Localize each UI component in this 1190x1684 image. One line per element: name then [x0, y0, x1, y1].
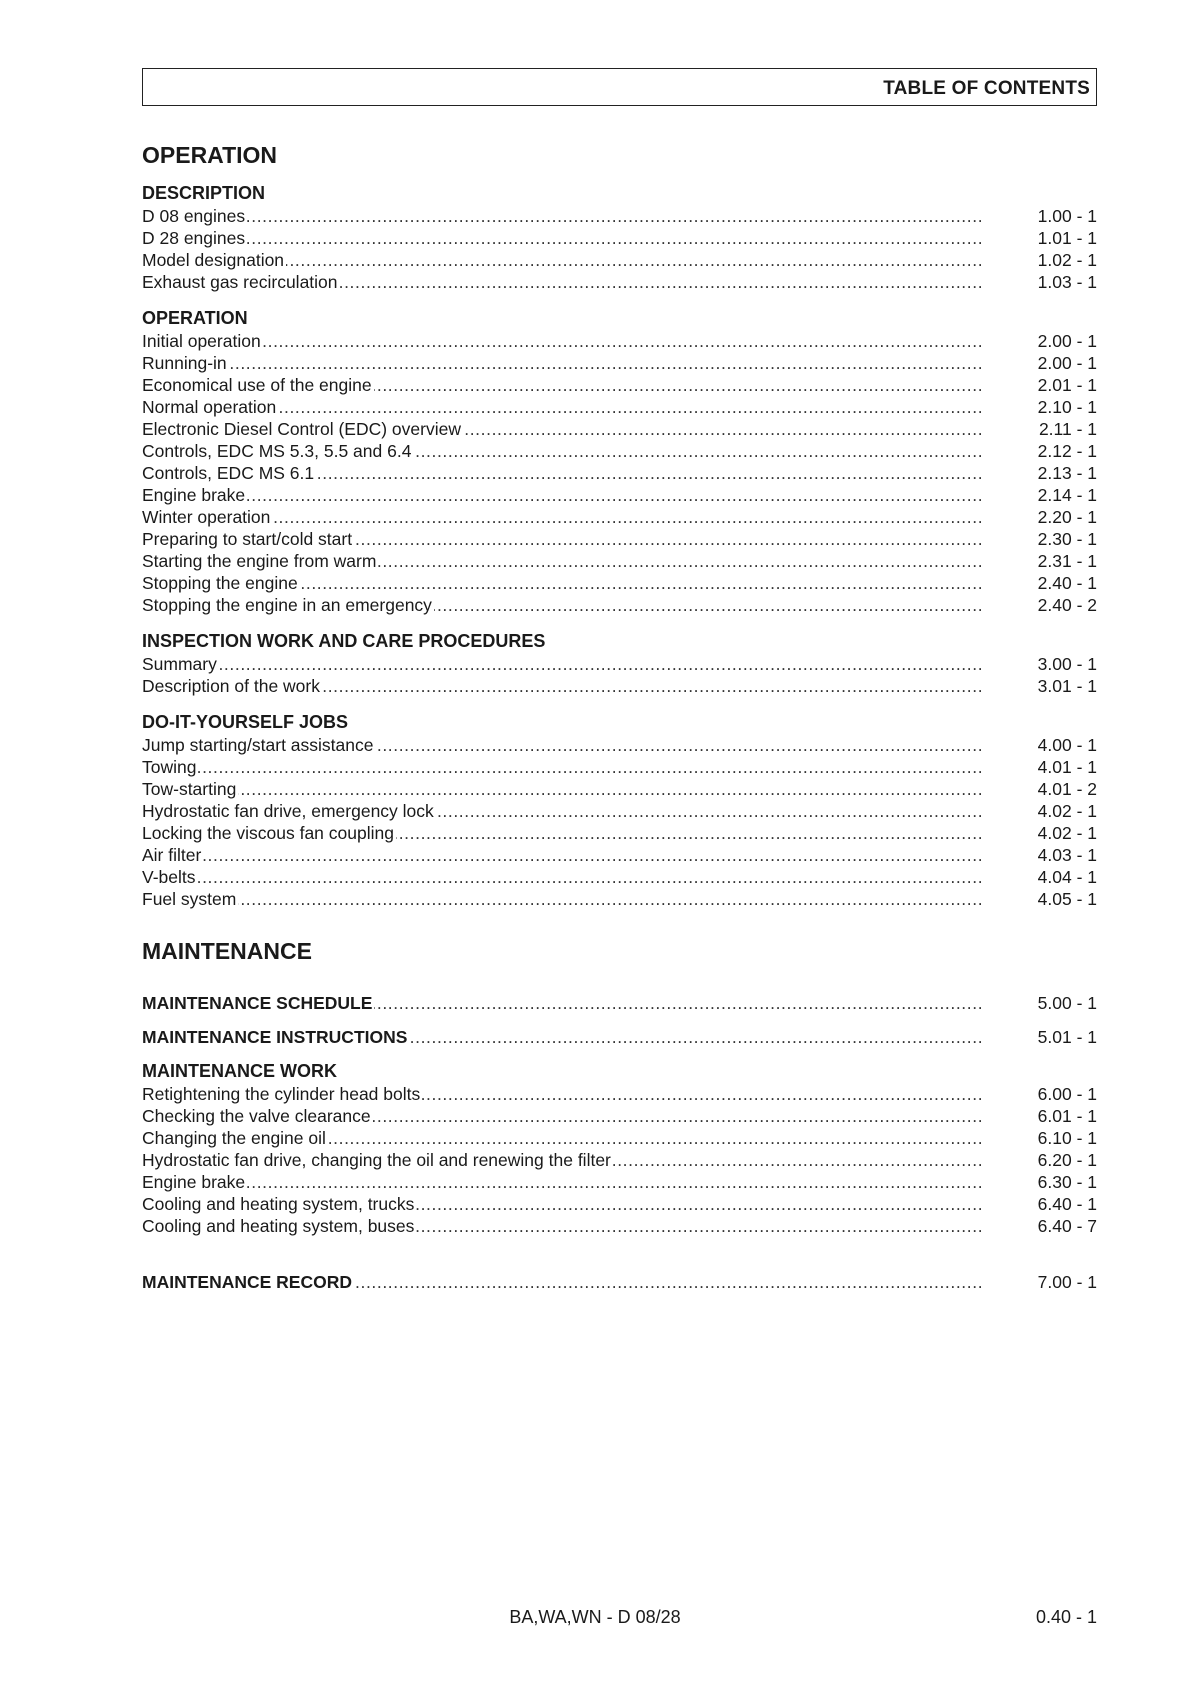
entry-label: Jump starting/start assistance	[142, 735, 374, 755]
entry-label: Controls, EDC MS 6.1	[142, 463, 315, 483]
toc-entry[interactable]	[142, 352, 1097, 374]
entry-page: 6.40 - 1	[1037, 1194, 1097, 1214]
entry-label: Towing	[142, 757, 197, 777]
entry-label: V-belts	[142, 867, 196, 887]
entry-label: Description of the work	[142, 676, 320, 696]
entry-page: 1.00 - 1	[1037, 206, 1097, 226]
toc-entry[interactable]	[142, 594, 1097, 616]
entry-page: 3.01 - 1	[1037, 676, 1097, 696]
toc-entry[interactable]	[142, 992, 1097, 1014]
header-title: TABLE OF CONTENTS	[883, 78, 1090, 99]
entry-label: Hydrostatic fan drive, emergency lock	[142, 801, 434, 821]
entry-page: 2.40 - 2	[1037, 595, 1097, 615]
entry-page: 2.12 - 1	[1037, 441, 1097, 461]
footer-doc-code: BA,WA,WN - D 08/28	[509, 1607, 681, 1627]
entry-page: 6.30 - 1	[1037, 1172, 1097, 1192]
entry-page: 5.01 - 1	[1037, 1027, 1097, 1047]
entry-page: 6.40 - 7	[1037, 1216, 1097, 1236]
toc-entry[interactable]	[142, 844, 1097, 866]
toc-entry[interactable]	[142, 1193, 1097, 1215]
section-title: DO-IT-YOURSELF JOBS	[142, 712, 349, 732]
entry-page: 1.01 - 1	[1037, 228, 1097, 248]
entry-label: Model designation	[142, 250, 285, 270]
entry-page: 6.00 - 1	[1037, 1084, 1097, 1104]
entry-label: Air filter	[142, 845, 202, 865]
entry-label: Changing the engine oil	[142, 1128, 326, 1148]
toc-entry[interactable]	[142, 1083, 1097, 1105]
part-title-maintenance: MAINTENANCE	[142, 938, 312, 964]
section-maintenance-schedule	[142, 992, 1097, 1014]
entry-page: 2.30 - 1	[1037, 529, 1097, 549]
section-operation	[142, 307, 1097, 616]
toc-entry[interactable]	[142, 528, 1097, 550]
entry-page: 2.10 - 1	[1037, 397, 1097, 417]
section-title: INSPECTION WORK AND CARE PROCEDURES	[142, 631, 546, 651]
entry-label: Engine brake	[142, 1172, 246, 1192]
toc-entry[interactable]	[142, 440, 1097, 462]
entry-page: 2.00 - 1	[1037, 353, 1097, 373]
entry-label: D 08 engines	[142, 206, 246, 226]
toc-entry[interactable]	[142, 1105, 1097, 1127]
section-title: MAINTENANCE WORK	[142, 1061, 337, 1081]
toc-entry[interactable]	[142, 756, 1097, 778]
entry-label: Engine brake	[142, 485, 246, 505]
entry-page: 4.04 - 1	[1037, 867, 1097, 887]
entry-page: 2.01 - 1	[1037, 375, 1097, 395]
toc-content	[142, 140, 1097, 1293]
section-title: OPERATION	[142, 308, 248, 328]
toc-entry[interactable]	[142, 822, 1097, 844]
toc-entry[interactable]	[142, 675, 1097, 697]
entry-label: Winter operation	[142, 507, 271, 527]
entry-page: 2.20 - 1	[1037, 507, 1097, 527]
section-inspection-work	[142, 630, 1097, 697]
entry-page: 1.02 - 1	[1037, 250, 1097, 270]
entry-page: 2.40 - 1	[1037, 573, 1097, 593]
entry-label: Summary	[142, 654, 217, 674]
entry-label: MAINTENANCE RECORD	[142, 1272, 352, 1292]
entry-label: Economical use of the engine	[142, 375, 372, 395]
toc-entry[interactable]	[142, 484, 1097, 506]
entry-label: Stopping the engine	[142, 573, 298, 593]
footer-page-number: 0.40 - 1	[1035, 1607, 1097, 1627]
section-maintenance-work	[142, 1060, 1097, 1237]
entry-label: Tow-starting	[142, 779, 237, 799]
entry-page: 4.01 - 2	[1037, 779, 1097, 799]
entry-label: Retightening the cylinder head bolts	[142, 1084, 421, 1104]
entry-label: Hydrostatic fan drive, changing the oil and renewing the filter	[142, 1150, 611, 1170]
entry-page: 2.14 - 1	[1037, 485, 1097, 505]
entry-label: D 28 engines	[142, 228, 246, 248]
entry-page: 4.00 - 1	[1037, 735, 1097, 755]
section-maintenance-record	[142, 1271, 1097, 1293]
toc-entry[interactable]	[142, 374, 1097, 396]
entry-page: 4.05 - 1	[1037, 889, 1097, 909]
entry-label: Controls, EDC MS 5.3, 5.5 and 6.4	[142, 441, 412, 461]
section-diy-jobs	[142, 711, 1097, 910]
entry-label: Fuel system	[142, 889, 237, 909]
toc-entry[interactable]	[142, 1271, 1097, 1293]
entry-page: 2.13 - 1	[1037, 463, 1097, 483]
entry-page: 6.10 - 1	[1037, 1128, 1097, 1148]
entry-label: MAINTENANCE SCHEDULE	[142, 993, 373, 1013]
entry-label: Stopping the engine in an emergency	[142, 595, 432, 615]
toc-entry[interactable]	[142, 462, 1097, 484]
toc-entry[interactable]	[142, 572, 1097, 594]
toc-entry[interactable]	[142, 1215, 1097, 1237]
toc-entry[interactable]	[142, 866, 1097, 888]
toc-entry[interactable]	[142, 205, 1097, 227]
toc-entry[interactable]	[142, 396, 1097, 418]
entry-page: 1.03 - 1	[1037, 272, 1097, 292]
toc-entry[interactable]	[142, 506, 1097, 528]
toc-entry[interactable]	[142, 734, 1097, 756]
entry-page: 4.02 - 1	[1037, 801, 1097, 821]
entry-label: Locking the viscous fan coupling	[142, 823, 394, 843]
entry-page: 2.00 - 1	[1037, 331, 1097, 351]
entry-label: Starting the engine from warm	[142, 551, 377, 571]
toc-entry[interactable]	[142, 1127, 1097, 1149]
entry-page: 2.11 - 1	[1038, 419, 1097, 439]
toc-entry[interactable]	[142, 1171, 1097, 1193]
toc-entry[interactable]	[142, 418, 1097, 440]
entry-page: 4.01 - 1	[1037, 757, 1097, 777]
toc-entry[interactable]	[142, 550, 1097, 572]
entry-label: Checking the valve clearance	[142, 1106, 371, 1126]
toc-entry[interactable]	[142, 227, 1097, 249]
section-description	[142, 182, 1097, 293]
entry-label: Initial operation	[142, 331, 261, 351]
section-title: DESCRIPTION	[142, 183, 266, 203]
toc-entry[interactable]	[142, 653, 1097, 675]
entry-page: 5.00 - 1	[1037, 993, 1097, 1013]
entry-page: 6.20 - 1	[1037, 1150, 1097, 1170]
entry-page: 6.01 - 1	[1037, 1106, 1097, 1126]
entry-page: 4.03 - 1	[1037, 845, 1097, 865]
header-box	[142, 68, 1097, 106]
entry-page: 4.02 - 1	[1037, 823, 1097, 843]
entry-label: Electronic Diesel Control (EDC) overview	[142, 419, 461, 439]
toc-entry[interactable]	[142, 778, 1097, 800]
entry-page: 2.31 - 1	[1037, 551, 1097, 571]
toc-entry[interactable]	[142, 1149, 1097, 1171]
section-maintenance-instructions	[142, 1026, 1097, 1048]
entry-page: 3.00 - 1	[1037, 654, 1097, 674]
entry-label: Preparing to start/cold start	[142, 529, 353, 549]
entry-label: Cooling and heating system, buses	[142, 1216, 415, 1236]
toc-entry[interactable]	[142, 1026, 1097, 1048]
entry-label: Normal operation	[142, 397, 277, 417]
entry-label: MAINTENANCE INSTRUCTIONS	[142, 1027, 408, 1047]
toc-entry[interactable]	[142, 800, 1097, 822]
entry-label: Running-in	[142, 353, 227, 373]
toc-entry[interactable]	[142, 271, 1097, 293]
toc-entry[interactable]	[142, 888, 1097, 910]
toc-entry[interactable]	[142, 249, 1097, 271]
entry-label: Exhaust gas recirculation	[142, 272, 338, 292]
toc-entry[interactable]	[142, 330, 1097, 352]
entry-page: 7.00 - 1	[1037, 1272, 1097, 1292]
entry-label: Cooling and heating system, trucks	[142, 1194, 415, 1214]
part-title-operation: OPERATION	[142, 142, 278, 168]
